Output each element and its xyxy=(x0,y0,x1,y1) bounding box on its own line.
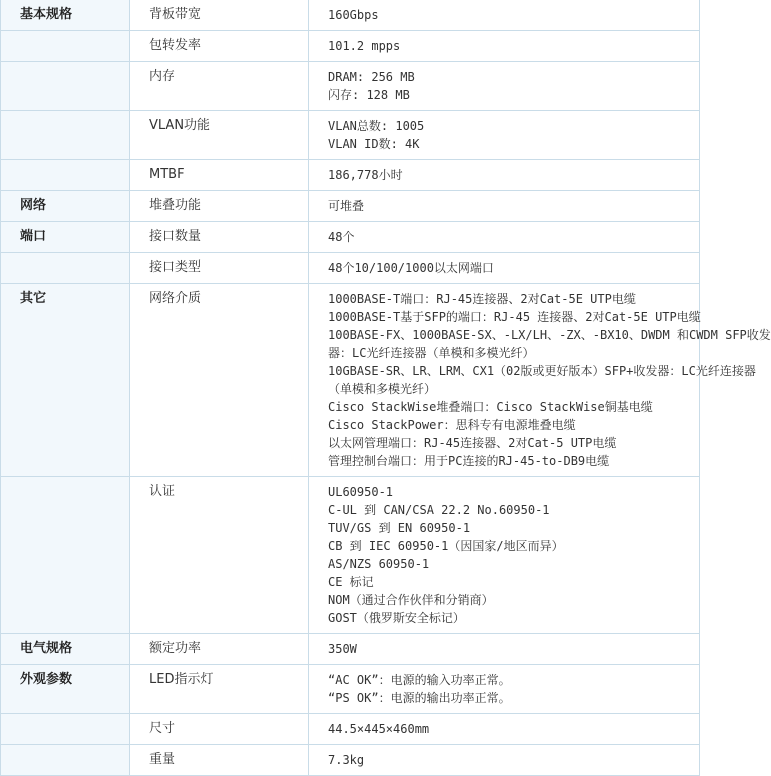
spec-value-line: 管理控制台端口：用于PC连接的RJ-45-to-DB9电缆 xyxy=(328,454,610,468)
spec-name: 包转发率 xyxy=(130,31,309,62)
spec-value xyxy=(309,31,700,62)
spec-row xyxy=(1,745,700,776)
spec-value xyxy=(309,160,700,191)
spec-value-line: C-UL 到 CAN/CSA 22.2 No.60950-1 xyxy=(328,503,550,517)
spec-value-line: 以太网管理端口：RJ-45连接器、2对Cat-5 UTP电缆 xyxy=(328,436,617,450)
spec-value-line: 48个10/100/1000以太网端口 xyxy=(328,261,494,275)
spec-value xyxy=(309,111,700,160)
spec-category xyxy=(1,111,130,160)
spec-value-line: 7.3kg xyxy=(328,753,365,767)
spec-category: 电气规格 xyxy=(1,634,130,665)
spec-value-line: UL60950-1 xyxy=(328,485,394,499)
spec-value xyxy=(309,253,700,284)
spec-row xyxy=(1,477,700,634)
spec-value xyxy=(309,0,700,31)
spec-category xyxy=(1,62,130,111)
spec-value-line: 160Gbps xyxy=(328,8,379,22)
spec-row xyxy=(1,191,700,222)
spec-name: 背板带宽 xyxy=(130,0,309,31)
spec-table-body xyxy=(1,0,771,776)
spec-name: 认证 xyxy=(130,477,309,634)
spec-value-line: CE 标记 xyxy=(328,575,374,589)
spec-category: 端口 xyxy=(1,222,130,253)
spec-name: 重量 xyxy=(130,745,309,776)
spec-category xyxy=(1,714,130,745)
spec-value-line: 1000BASE-T基于SFP的端口：RJ-45 连接器、2对Cat-5E UTP电缆 xyxy=(328,310,701,324)
spec-row xyxy=(1,253,700,284)
spec-value-line: 186,778小时 xyxy=(328,168,403,182)
spec-value xyxy=(309,634,700,665)
spec-value-line: 可堆叠 xyxy=(328,199,365,213)
spec-row xyxy=(1,714,700,745)
spec-category: 其它 xyxy=(1,284,130,477)
spec-name: LED指示灯 xyxy=(130,665,309,714)
spec-value xyxy=(309,191,700,222)
spec-value xyxy=(309,62,700,111)
spec-value-line: VLAN ID数: 4K xyxy=(328,137,420,151)
spec-name: MTBF xyxy=(130,160,309,191)
spec-value-line: “AC OK”：电源的输入功率正常。 xyxy=(328,673,511,687)
spec-value xyxy=(309,284,771,477)
spec-value xyxy=(309,477,700,634)
spec-name: 内存 xyxy=(130,62,309,111)
spec-name: 堆叠功能 xyxy=(130,191,309,222)
spec-value-line: 48个 xyxy=(328,230,355,244)
spec-value-line: VLAN总数: 1005 xyxy=(328,119,425,133)
spec-value-line: 100BASE-FX、1000BASE-SX、-LX/LH、-ZX、-BX10、DWDM 和CWDM SFP收发 xyxy=(328,328,771,342)
spec-category: 外观参数 xyxy=(1,665,130,714)
spec-value-line: Cisco StackWise堆叠端口：Cisco StackWise铜基电缆 xyxy=(328,400,653,414)
spec-category: 基本规格 xyxy=(1,0,130,31)
spec-name: 接口数量 xyxy=(130,222,309,253)
spec-category xyxy=(1,745,130,776)
spec-category xyxy=(1,31,130,62)
spec-value-line: 10GBASE-SR、LR、LRM、CX1（02版或更好版本）SFP+收发器：LC光纤连接器 xyxy=(328,364,756,378)
spec-value-line: 器：LC光纤连接器（单模和多模光纤） xyxy=(328,346,535,360)
spec-category xyxy=(1,477,130,634)
spec-name: VLAN功能 xyxy=(130,111,309,160)
spec-category xyxy=(1,253,130,284)
spec-value-line: “PS OK”：电源的输出功率正常。 xyxy=(328,691,511,705)
spec-value-line: AS/NZS 60950-1 xyxy=(328,557,430,571)
spec-value-line: 44.5×445×460mm xyxy=(328,722,430,736)
spec-category xyxy=(1,160,130,191)
spec-value-line: 1000BASE-T端口：RJ-45连接器、2对Cat-5E UTP电缆 xyxy=(328,292,636,306)
spec-value-line: 350W xyxy=(328,642,357,656)
spec-name: 网络介质 xyxy=(130,284,309,477)
spec-row xyxy=(1,160,700,191)
spec-value xyxy=(309,665,700,714)
spec-row xyxy=(1,284,700,477)
spec-row xyxy=(1,634,700,665)
spec-value-line: TUV/GS 到 EN 60950-1 xyxy=(328,521,471,535)
spec-row xyxy=(1,0,700,31)
spec-row xyxy=(1,111,700,160)
spec-value xyxy=(309,745,700,776)
spec-value-line: 闪存: 128 MB xyxy=(328,88,410,102)
spec-value xyxy=(309,714,700,745)
spec-value-line: Cisco StackPower：思科专有电源堆叠电缆 xyxy=(328,418,576,432)
spec-row xyxy=(1,62,700,111)
spec-row xyxy=(1,665,700,714)
spec-value-line: （单模和多模光纤） xyxy=(328,382,437,396)
spec-row xyxy=(1,222,700,253)
spec-value-line: 101.2 mpps xyxy=(328,39,401,53)
spec-value-line: DRAM: 256 MB xyxy=(328,70,415,84)
spec-row xyxy=(1,31,700,62)
spec-name: 尺寸 xyxy=(130,714,309,745)
spec-category: 网络 xyxy=(1,191,130,222)
spec-name: 接口类型 xyxy=(130,253,309,284)
spec-value-line: NOM（通过合作伙伴和分销商） xyxy=(328,593,494,607)
spec-name: 额定功率 xyxy=(130,634,309,665)
spec-value-line: GOST（俄罗斯安全标记） xyxy=(328,611,465,625)
spec-value xyxy=(309,222,700,253)
spec-value-line: CB 到 IEC 60950-1（因国家/地区而异） xyxy=(328,539,564,553)
